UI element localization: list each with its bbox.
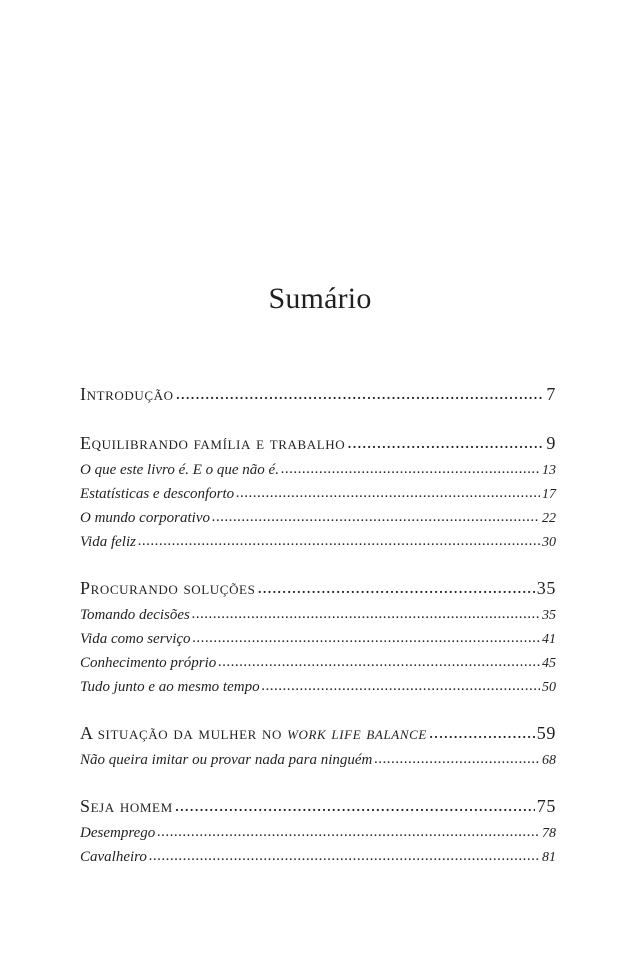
- toc-chapter-label: Introdução: [80, 384, 174, 404]
- toc-subentry-label: Vida feliz: [80, 534, 136, 550]
- toc-page-number: 7: [546, 384, 556, 404]
- toc-chapter[interactable]: [80, 796, 556, 825]
- toc-leader-dots: [257, 577, 534, 598]
- toc-subentry-label: Tudo junto e ao mesmo tempo: [80, 679, 260, 695]
- toc-section-mulher: [80, 723, 556, 776]
- toc-subentry-label: Conhecimento próprio: [80, 655, 217, 671]
- toc-subentry-label: O mundo corporativo: [80, 510, 210, 526]
- toc-subentry[interactable]: [80, 510, 556, 534]
- toc-subentry[interactable]: [80, 849, 556, 873]
- toc-subentry-label: O que este livro é. E o que não é.: [80, 462, 279, 478]
- toc-page-number: 17: [542, 487, 556, 502]
- toc-page-number: 9: [546, 433, 556, 453]
- toc-subentry-label: Não queira imitar ou provar nada para ninguém: [80, 752, 373, 768]
- toc-chapter-label: Procurando soluções: [80, 578, 256, 598]
- toc-section-seja-homem: [80, 796, 556, 873]
- toc-subentry-label: Vida como serviço: [80, 631, 191, 647]
- toc-subentry[interactable]: [80, 631, 556, 655]
- toc-page-number: 78: [542, 826, 556, 841]
- toc-leader-dots: [212, 509, 540, 526]
- toc-leader-dots: [429, 722, 535, 743]
- toc-page-number: 75: [536, 796, 556, 816]
- toc-chapter-label-italic: work life balance: [287, 723, 427, 743]
- toc-chapter-label: Seja homem: [80, 796, 173, 816]
- toc-section-procurando: [80, 578, 556, 703]
- toc-leader-dots: [149, 848, 540, 865]
- toc-chapter-label: [80, 723, 427, 744]
- toc-leader-dots: [192, 606, 540, 623]
- toc-leader-dots: [157, 824, 540, 841]
- table-of-contents: [80, 384, 556, 893]
- toc-page-number: 22: [542, 511, 556, 526]
- toc-leader-dots: [374, 751, 540, 768]
- toc-leader-dots: [138, 533, 540, 550]
- toc-leader-dots: [218, 654, 540, 671]
- toc-page-number: 35: [542, 608, 556, 623]
- toc-chapter[interactable]: [80, 433, 556, 462]
- toc-leader-dots: [193, 630, 540, 647]
- toc-subentry[interactable]: [80, 534, 556, 558]
- toc-subentry-label: Estatísticas e desconforto: [80, 486, 235, 502]
- toc-page-number: 50: [542, 680, 556, 695]
- toc-page-number: 35: [536, 578, 556, 598]
- toc-leader-dots: [281, 461, 540, 478]
- toc-leader-dots: [236, 485, 540, 502]
- toc-leader-dots: [176, 383, 545, 404]
- toc-chapter-label: Equilibrando família e trabalho: [80, 433, 346, 453]
- toc-page-number: 13: [542, 463, 556, 478]
- toc-chapter-label-text: A situação da mulher no: [80, 723, 282, 743]
- toc-subentry[interactable]: [80, 679, 556, 703]
- toc-chapter[interactable]: [80, 384, 556, 413]
- toc-subentry[interactable]: [80, 486, 556, 510]
- toc-page-number: 68: [542, 753, 556, 768]
- toc-leader-dots: [262, 678, 540, 695]
- page-title: Sumário: [268, 282, 372, 315]
- toc-subentry[interactable]: [80, 752, 556, 776]
- toc-subentry[interactable]: [80, 462, 556, 486]
- toc-page-number: 41: [542, 632, 556, 647]
- toc-leader-dots: [175, 795, 535, 816]
- toc-page-number: 45: [542, 656, 556, 671]
- toc-page-number: 30: [542, 535, 556, 550]
- toc-subentry[interactable]: [80, 655, 556, 679]
- toc-page-number: 81: [542, 850, 556, 865]
- toc-section-equilibrando: [80, 433, 556, 558]
- toc-subentry-label: Cavalheiro: [80, 849, 147, 865]
- toc-subentry-label: Desemprego: [80, 825, 156, 841]
- toc-subentry-label: Tomando decisões: [80, 607, 190, 623]
- toc-subentry[interactable]: [80, 607, 556, 631]
- toc-section-introducao: [80, 384, 556, 413]
- toc-leader-dots: [347, 432, 544, 453]
- toc-page-number: 59: [536, 723, 556, 743]
- toc-subentry[interactable]: [80, 825, 556, 849]
- toc-chapter[interactable]: [80, 723, 556, 752]
- toc-chapter[interactable]: [80, 578, 556, 607]
